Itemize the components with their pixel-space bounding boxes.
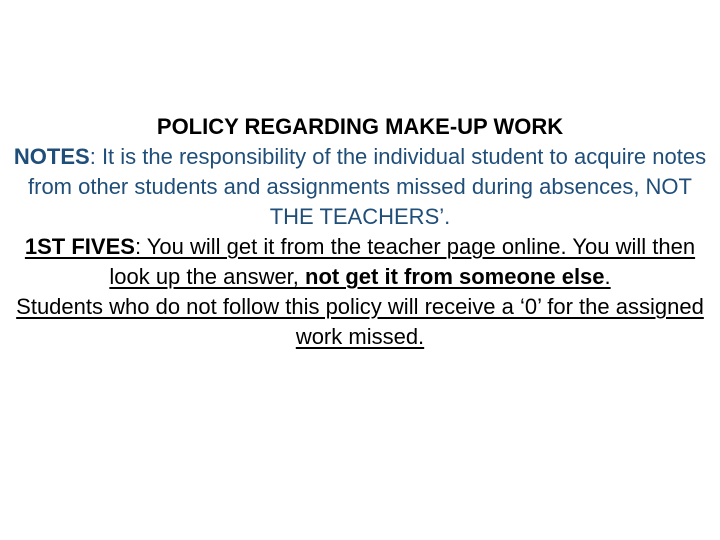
first-fives-emphasis: not get it from someone else — [305, 264, 605, 289]
first-fives-paragraph — [0, 232, 720, 292]
policy-slide — [0, 112, 720, 352]
notes-text: : It is the responsibility of the individual student to acquire notes from other students and assignments missed during absences, NOT THE TEACHERS’. — [28, 144, 707, 229]
notes-paragraph — [0, 142, 720, 232]
first-fives-text: : You will get it from the teacher page online. You will then look up the answer, — [109, 234, 696, 289]
notes-label: NOTES — [13, 144, 90, 169]
first-fives-label: 1ST FIVES — [24, 234, 135, 259]
closing-paragraph: Students who do not follow this policy will receive a ‘0’ for the assigned work missed. — [16, 294, 704, 349]
first-fives-end: . — [604, 264, 611, 289]
page-title: POLICY REGARDING MAKE-UP WORK — [156, 114, 564, 139]
